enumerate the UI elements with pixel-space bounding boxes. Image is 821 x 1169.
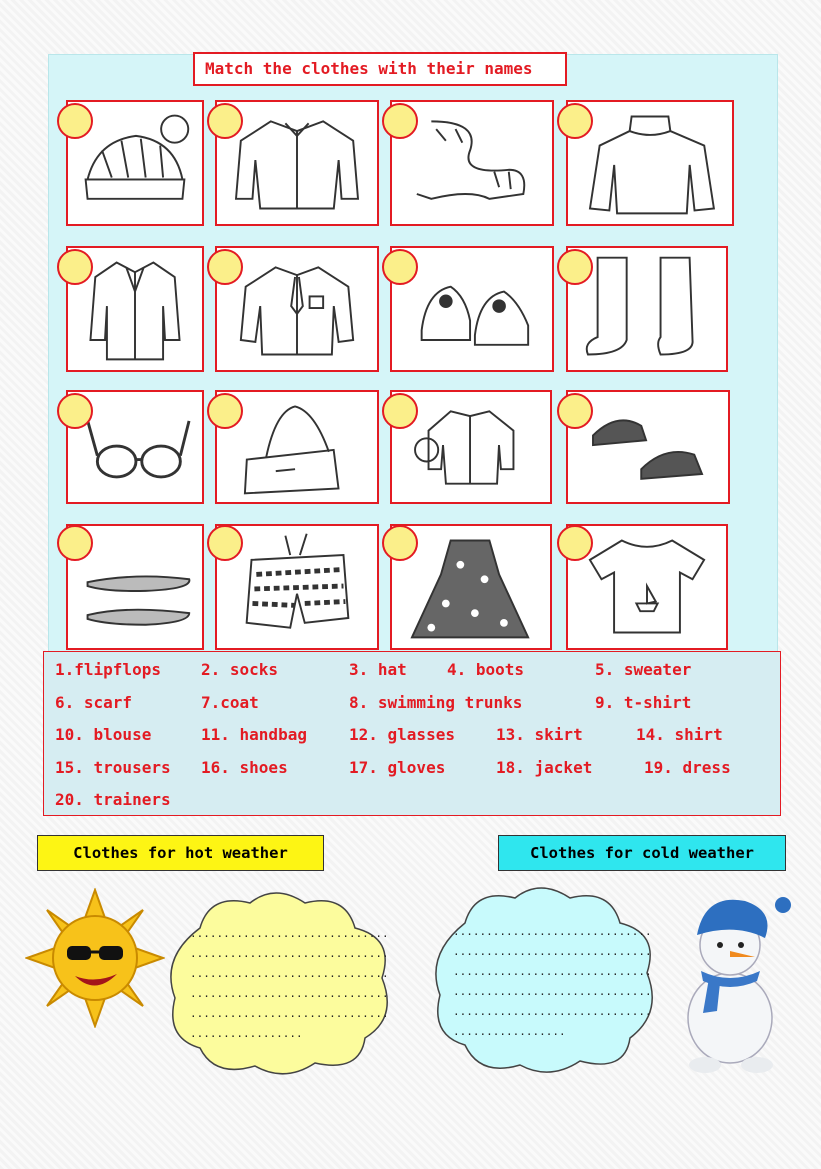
answer-circle[interactable]	[557, 103, 593, 139]
word-item: 13. skirt	[496, 725, 583, 744]
word-item: 14. shirt	[636, 725, 723, 744]
word-item: 16. shoes	[201, 758, 288, 777]
answer-circle[interactable]	[207, 525, 243, 561]
hot-answer-line[interactable]: ..............................	[190, 927, 389, 940]
answer-circle[interactable]	[57, 393, 93, 429]
word-item: 8. swimming trunks	[349, 693, 523, 712]
answer-circle[interactable]	[557, 393, 593, 429]
answer-circle[interactable]	[382, 525, 418, 561]
sun-icon	[25, 888, 165, 1028]
hot-answer-line[interactable]: .................	[190, 1027, 303, 1040]
answer-circle[interactable]	[557, 249, 593, 285]
answer-circle[interactable]	[207, 103, 243, 139]
answer-circle[interactable]	[382, 103, 418, 139]
word-item: 2. socks	[201, 660, 279, 679]
word-item: 1.flipflops	[55, 660, 161, 679]
word-item: 12. glasses	[349, 725, 455, 744]
word-item: 15. trousers	[55, 758, 171, 777]
word-item: 19. dress	[644, 758, 731, 777]
word-item: 6. scarf	[55, 693, 133, 712]
word-item: 18. jacket	[496, 758, 593, 777]
answer-circle[interactable]	[207, 249, 243, 285]
cold-answer-line[interactable]: ..............................	[453, 965, 652, 978]
cold-weather-label: Clothes for cold weather	[498, 835, 786, 871]
word-item: 10. blouse	[55, 725, 152, 744]
cold-answer-line[interactable]: ..............................	[453, 985, 652, 998]
answer-circle[interactable]	[207, 393, 243, 429]
word-item: 9. t-shirt	[595, 693, 692, 712]
hot-answer-line[interactable]: ..............................	[190, 1007, 389, 1020]
hot-answer-cloud	[160, 888, 400, 1078]
answer-circle[interactable]	[382, 393, 418, 429]
word-item: 11. handbag	[201, 725, 307, 744]
hot-answer-line[interactable]: ..............................	[190, 987, 389, 1000]
cold-answer-line[interactable]: ..............................	[453, 925, 652, 938]
cold-answer-line[interactable]: .................	[453, 1025, 566, 1038]
word-item: 3. hat	[349, 660, 407, 679]
word-item: 17. gloves	[349, 758, 446, 777]
answer-circle[interactable]	[382, 249, 418, 285]
hot-answer-line[interactable]: ..............................	[190, 967, 389, 980]
answer-circle[interactable]	[57, 525, 93, 561]
answer-circle[interactable]	[557, 525, 593, 561]
hot-weather-label: Clothes for hot weather	[37, 835, 324, 871]
hot-answer-line[interactable]: ..............................	[190, 947, 389, 960]
word-item: 4. boots	[447, 660, 525, 679]
cold-answer-line[interactable]: ..............................	[453, 945, 652, 958]
worksheet-title: Match the clothes with their names	[193, 52, 567, 86]
cold-answer-line[interactable]: ..............................	[453, 1005, 652, 1018]
answer-circle[interactable]	[57, 103, 93, 139]
word-item: 7.coat	[201, 693, 259, 712]
snowman-icon	[665, 883, 800, 1078]
word-item: 20. trainers	[55, 790, 171, 809]
word-item: 5. sweater	[595, 660, 692, 679]
cold-answer-cloud	[425, 883, 665, 1078]
answer-circle[interactable]	[57, 249, 93, 285]
